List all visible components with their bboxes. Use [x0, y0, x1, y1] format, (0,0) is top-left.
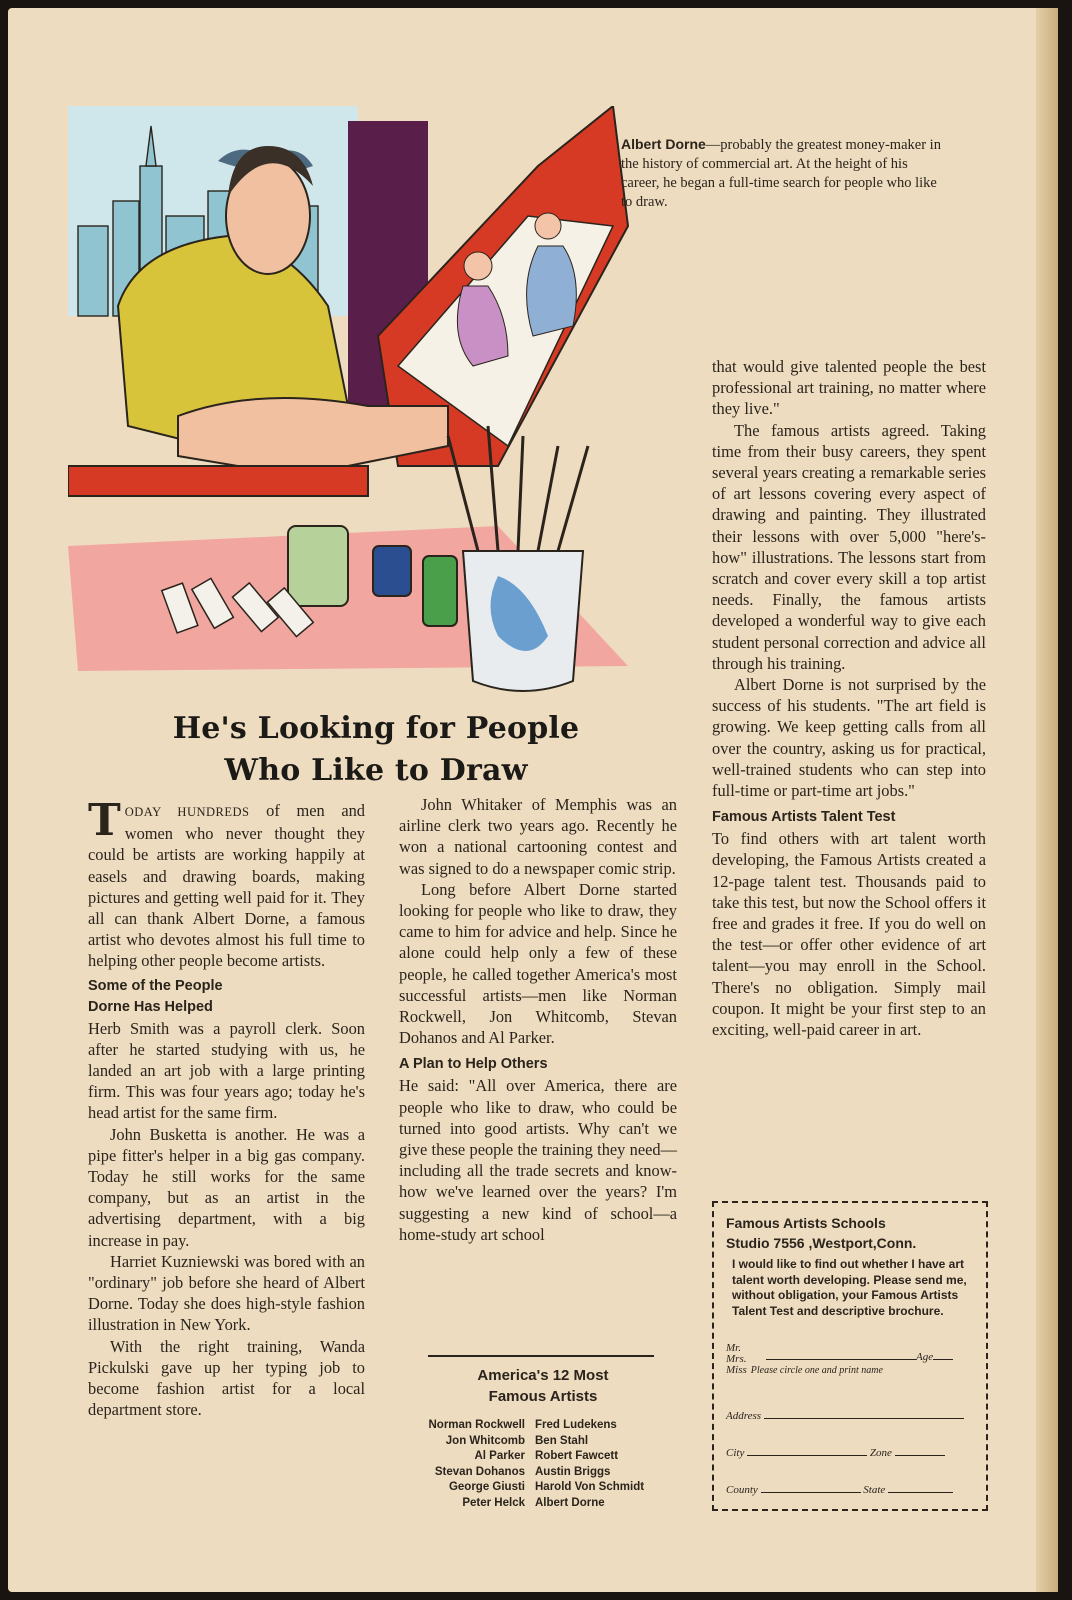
subheading: Famous Artists Talent Test [712, 809, 896, 826]
artist-row [393, 1418, 683, 1434]
column-1 [88, 795, 365, 1420]
artist-name: Robert Fawcett [535, 1450, 619, 1463]
paragraph: of men and women who never thought they could be artists are working happily at easels and drawing boards, making pictures and getting well paid for it. They all can thank Albert Dorne, a famous artist who devotes almost his full time to helping other people become artists. [88, 801, 365, 971]
paragraph: Albert Dorne is not surprised by the success of his students. "The art field is growing. We keep getting calls from all over the country, asking us for practical, well-trained students who can step into full-time or part-time art jobs." [712, 675, 986, 801]
age-label: Age [916, 1351, 934, 1363]
artist-row [393, 1434, 683, 1450]
subheading: Some of the People [88, 977, 223, 994]
albert-dorne-illustration [68, 106, 648, 694]
city-blank[interactable] [747, 1445, 867, 1456]
name-blank[interactable] [766, 1349, 916, 1360]
title-miss[interactable]: Miss [726, 1364, 747, 1376]
caption [621, 135, 941, 212]
artist-name: Fred Ludekens [535, 1419, 617, 1431]
city-zone-field[interactable] [726, 1445, 976, 1459]
artists-title [408, 1365, 678, 1407]
headline-line-2: Who Like to Draw [224, 753, 528, 788]
title-mr[interactable]: Mr. [726, 1342, 741, 1354]
artists-title-line-1: America's 12 Most [477, 1367, 609, 1384]
artist-name: Albert Dorne [535, 1496, 605, 1509]
artist-name: Ben Stahl [535, 1434, 589, 1447]
artist-name: George Giusti [448, 1481, 525, 1494]
headline-line-1: He's Looking for People [172, 711, 580, 746]
column-3 [712, 356, 986, 1040]
coupon-studio: Studio 7556 ,Westport,Conn. [726, 1235, 917, 1251]
artist-name: Austin Briggs [535, 1465, 611, 1478]
state-label: State [863, 1484, 886, 1496]
city-label: City [726, 1447, 745, 1459]
paragraph: that would give talented people the best professional art training, no matter where they live." [712, 357, 986, 419]
paragraph: John Whitaker of Memphis was an airline clerk two years ago. Recently he won a national cartooning contest and was signed to do a newspaper comic strip. [399, 795, 677, 878]
subheading: A Plan to Help Others [399, 1056, 548, 1073]
paragraph: Harriet Kuzniewski was bored with an "ordinary" job before she heard of Albert Dorne. Today she does high-style fashion illustration in New York. [88, 1251, 365, 1335]
artist-name: Stevan Dohanos [434, 1465, 525, 1478]
caption-text: —probably the greatest money-maker in the history of commercial art. At the height of his career, he began a full-time search for people who like to draw. [621, 137, 941, 210]
coupon-request-text: I would like to find out whether I have art talent worth developing. Please send me, without obligation, your Famous Artists Talent Test and descriptive brochure. [732, 1257, 967, 1318]
age-blank[interactable] [933, 1349, 953, 1360]
artist-name: Peter Helck [462, 1496, 525, 1509]
zone-blank[interactable] [895, 1445, 945, 1456]
artist-name: Al Parker [474, 1450, 525, 1463]
paragraph: He said: "All over America, there are people who like to draw, who could be turned into good artists. Why can't we give these people the training they need—including all the trade secrets and know-how we've learned over the years? I'm suggesting a new kind of school—a home-study art school [399, 1076, 677, 1244]
artist-name: Jon Whitcomb [445, 1434, 525, 1447]
coupon-header [726, 1213, 916, 1253]
title-mrs[interactable]: Mrs. [726, 1353, 747, 1365]
paragraph: The famous artists agreed. Taking time from their busy careers, they spent several years creating a remarkable series of art lessons covering every aspect of drawing and painting. They illustrated their lessons with over 5,000 "here's-how" illustrations. The lessons start from scratch and cover every skill a top artist needs. Finally, the famous artists developed a wonderful way to give each student personal correction and advice all through his training. [712, 420, 986, 673]
artist-row [393, 1496, 683, 1512]
artists-list [393, 1418, 683, 1512]
artist-name: Harold Von Schmidt [535, 1481, 645, 1494]
address-label: Address [726, 1410, 762, 1422]
paragraph: Long before Albert Dorne started looking for people who like to draw, they came to him for advice and help. Since he alone could help only a few of these people, he called together America's most successful artists—men like Norman Rockwell, Jon Whitcomb, Stevan Dohanos and Al Parker. [399, 879, 677, 1048]
page-edge [1036, 8, 1058, 1592]
address-field[interactable] [726, 1408, 976, 1422]
artists-title-line-2: Famous Artists [488, 1388, 598, 1405]
paragraph: To find others with art talent worth developing, the Famous Artists created a 12-page talent test. Thousands paid to take this test, but now the School offers it free and grades it free. If you do well on the test—or offer other evidence of art talent—you may enroll in the School. There's no obligation. Simply mail coupon. It might be your first step to an exciting, well-paid career in art. [712, 829, 986, 1040]
name-line [726, 1365, 976, 1376]
circle-note: Please circle one and print name [750, 1365, 883, 1376]
drop-cap: T [88, 795, 121, 846]
mail-coupon[interactable] [712, 1201, 988, 1511]
column-2 [399, 794, 677, 1245]
coupon-school: Famous Artists Schools [726, 1215, 886, 1231]
name-age-line[interactable] [766, 1349, 966, 1363]
headline [96, 708, 656, 792]
county-blank[interactable] [761, 1482, 861, 1493]
artist-name: Norman Rockwell [428, 1419, 525, 1431]
paragraph: John Busketta is another. He was a pipe fitter's helper in a big gas company. Today he still works for the same company, but as an artist in the advertising department, with a big increase in pay. [88, 1124, 365, 1250]
chair [68, 466, 368, 496]
zone-label: Zone [869, 1447, 892, 1459]
paragraph: With the right training, Wanda Pickulski gave up her typing job to become fashion artist for a local department store. [88, 1336, 365, 1420]
divider [428, 1355, 654, 1357]
paragraph: Herb Smith was a payroll clerk. Soon after he started studying with us, he landed an art job with a large printing firm. This was four years ago; today he's head artist for the same firm. [88, 1018, 365, 1123]
artist-row [393, 1480, 683, 1496]
magazine-page [8, 8, 1058, 1592]
artist-row [393, 1449, 683, 1465]
artist-row [393, 1465, 683, 1481]
state-blank[interactable] [888, 1482, 953, 1493]
subheading: Dorne Has Helped [88, 998, 213, 1015]
lead-in: ODAY HUNDREDS [124, 805, 250, 819]
county-state-field[interactable] [726, 1482, 976, 1496]
caption-name: Albert Dorne [621, 136, 706, 152]
address-blank[interactable] [764, 1408, 964, 1419]
county-label: County [726, 1484, 758, 1496]
